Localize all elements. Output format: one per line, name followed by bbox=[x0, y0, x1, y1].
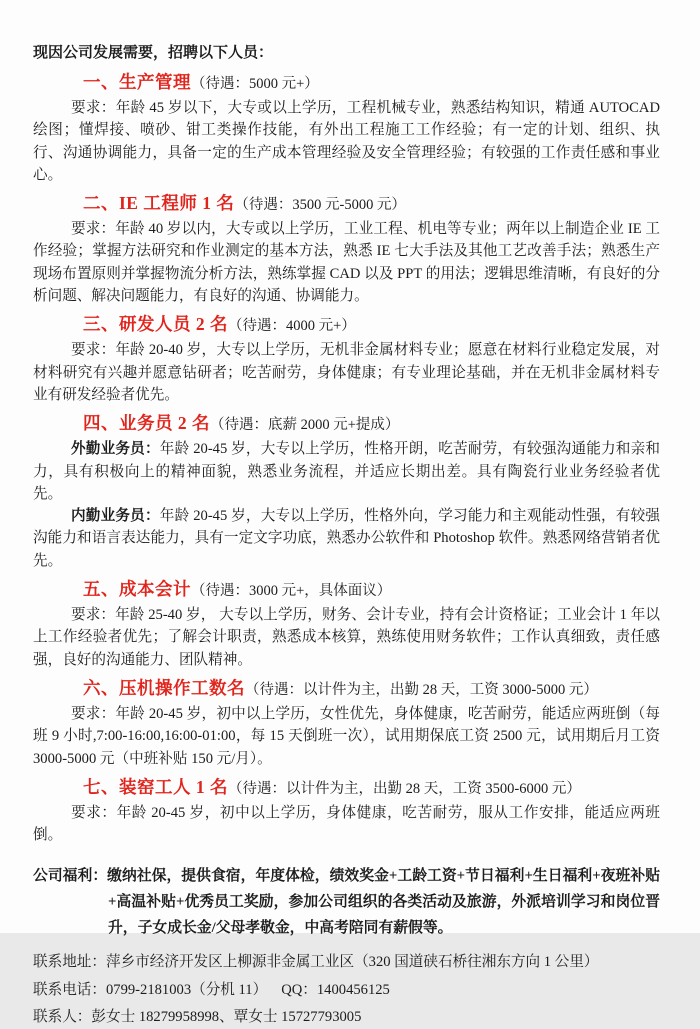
contact-phone-value: 0799-2181003（分机 11） bbox=[105, 981, 268, 998]
field-sales-text: 年龄 20-45 岁，大专以上学历，性格开朗，吃苦耐劳，有较强沟通能力和亲和力，具有积极向上的精神面貌，熟悉业务流程，并适应长期出差。具有陶瓷行业业务经验者优先。 bbox=[33, 441, 660, 502]
contact-qq-value: 1400456125 bbox=[316, 981, 390, 998]
job-requirements-office-sales bbox=[33, 505, 660, 572]
benefits-label: 公司福利： bbox=[33, 868, 108, 885]
job-section-press-operator bbox=[33, 675, 660, 770]
job-title: 六、压机操作工数名 bbox=[83, 677, 245, 698]
contact-address-label: 联系地址： bbox=[33, 954, 106, 971]
requirements-text: 年龄 25-40 岁， 大专以上学历，财务、会计专业，持有会计资格证；工业会计 1 年以上工作经验者优先；了解会计职责，熟悉成本核算，熟练使用财务软件；工作认真细致，责任感强，良好的沟通能力、团队精神。 bbox=[33, 607, 660, 668]
job-requirements bbox=[33, 339, 660, 406]
job-treatment: （待遇：3500 元-5000 元） bbox=[234, 197, 406, 214]
requirements-label: 要求： bbox=[71, 221, 116, 238]
requirements-text: 年龄 40 岁以内，大专或以上学历，工业工程、机电等专业；两年以上制造企业 IE 工作经验；掌握方法研究和作业测定的基本方法，熟悉 IE 七大手法及其他工艺改善手法；熟悉生产现场布置原则并掌握物流分析方法，熟练掌握 CAD 以及 PPT 的用法；逻辑思维清晰，有良好的分析问题、解决问题能力，有良好的沟通、协调能力。 bbox=[33, 221, 660, 305]
requirements-text: 年龄 20-40 岁，大专以上学历，无机非金属材料专业；愿意在材料行业稳定发展，对材料研究有兴趣并愿意钻研者；吃苦耐劳，身体健康；有专业理论基础，并在无机非金属材料专业有研发经验者优先。 bbox=[33, 342, 660, 403]
job-heading bbox=[33, 311, 660, 338]
job-treatment: （待遇：底薪 2000 元+提成） bbox=[210, 417, 400, 434]
job-requirements bbox=[33, 604, 660, 671]
benefits-text: 缴纳社保，提供食宿，年度体检，绩效奖金+工龄工资+节日福利+生日福利+夜班补贴+高温补贴+优秀员工奖励，参加公司组织的各类活动及旅游，外派培训学习和岗位晋升，子女成长金/父母孝敬金，中高考陪同有薪假等。 bbox=[107, 868, 660, 937]
requirements-text: 年龄 45 岁以下，大专或以上学历，工程机械专业，熟悉结构知识，精通 AUTOCAD 绘图；懂焊接、喷砂、钳工类操作技能，有外出工程施工工作经验；有一定的计划、组织、执行、沟通协调能力，具备一定的生产成本管理经验及安全管理经验；有较强的工作责任感和事业心。 bbox=[33, 100, 660, 183]
job-treatment: （待遇：4000 元+） bbox=[228, 318, 356, 335]
field-sales-label: 外勤业务员： bbox=[71, 441, 160, 458]
job-treatment: （待遇：5000 元+） bbox=[191, 76, 319, 92]
job-section-production-management bbox=[33, 69, 660, 186]
job-section-salesperson bbox=[33, 410, 660, 572]
job-requirements bbox=[33, 218, 660, 307]
office-sales-label: 内勤业务员： bbox=[71, 508, 160, 525]
job-title: 一、生产管理 bbox=[83, 72, 191, 92]
requirements-label: 要求： bbox=[71, 705, 116, 722]
contact-person-line bbox=[33, 1007, 660, 1029]
job-section-rd-staff bbox=[33, 311, 660, 406]
requirements-text: 年龄 20-45 岁，初中以上学历，女性优先，身体健康，吃苦耐劳，能适应两班倒（每班 9 小时,7:00-16:00,16:00-01:00，每 15 天倒班一次），试用期保底工资 2500 元，试用期后月工资 3000-5000 元（中班补贴 150 元/月）。 bbox=[33, 705, 660, 767]
job-treatment: （待遇：以计件为主，出勤 28 天，工资 3500-6000 元） bbox=[228, 780, 581, 797]
job-heading bbox=[33, 69, 660, 96]
requirements-label: 要求： bbox=[71, 100, 116, 116]
job-requirements-field-sales bbox=[33, 438, 660, 505]
intro-line: 现因公司发展需要，招聘以下人员： bbox=[33, 45, 274, 61]
job-treatment: （待遇：以计件为主，出勤 28 天，工资 3000-5000 元） bbox=[245, 681, 598, 698]
requirements-text: 年龄 20-45 岁，初中以上学历，身体健康，吃苦耐劳，服从工作安排，能适应两班倒。 bbox=[33, 804, 660, 844]
job-heading bbox=[33, 410, 660, 437]
job-heading bbox=[33, 576, 660, 603]
job-requirements bbox=[33, 802, 660, 847]
job-title: 四、业务员 2 名 bbox=[83, 413, 210, 434]
job-heading bbox=[33, 774, 660, 801]
contact-person-label: 联系人： bbox=[33, 1009, 92, 1026]
requirements-label: 要求： bbox=[71, 607, 116, 624]
office-sales-text: 年龄 20-45 岁，大专以上学历，性格外向，学习能力和主观能动性强，有较强沟能力和语言表达能力，具有一定文字功底，熟悉办公软件和 Photoshop 软件。熟悉网络营销者优先。 bbox=[33, 508, 660, 569]
job-title: 七、装窑工人 1 名 bbox=[83, 776, 228, 797]
contact-phone-line bbox=[33, 980, 660, 1002]
job-title: 三、研发人员 2 名 bbox=[83, 314, 228, 335]
requirements-label: 要求： bbox=[71, 804, 117, 821]
company-benefits bbox=[33, 863, 660, 941]
job-section-ie-engineer bbox=[33, 190, 660, 307]
job-section-kiln-loader bbox=[33, 774, 660, 847]
job-requirements bbox=[33, 703, 660, 770]
contact-person-value: 彭女士 18279958998、覃女士 15727793005 bbox=[91, 1009, 362, 1026]
contact-address-value: 萍乡市经济开发区上柳源非金属工业区（320 国道硖石桥往湘东方向 1 公里） bbox=[105, 954, 599, 971]
job-requirements bbox=[33, 97, 660, 186]
job-heading bbox=[33, 190, 660, 217]
job-treatment: （待遇：3000 元+，具体面议） bbox=[191, 583, 392, 600]
contact-address-line bbox=[33, 952, 660, 974]
contact-phone-label: 联系电话： bbox=[33, 981, 106, 998]
job-title: 二、IE 工程师 1 名 bbox=[83, 193, 235, 214]
job-section-cost-accountant bbox=[33, 576, 660, 671]
contact-qq-label: QQ： bbox=[281, 981, 317, 998]
job-heading bbox=[33, 675, 660, 702]
requirements-label: 要求： bbox=[71, 342, 116, 359]
job-title: 五、成本会计 bbox=[83, 579, 191, 600]
